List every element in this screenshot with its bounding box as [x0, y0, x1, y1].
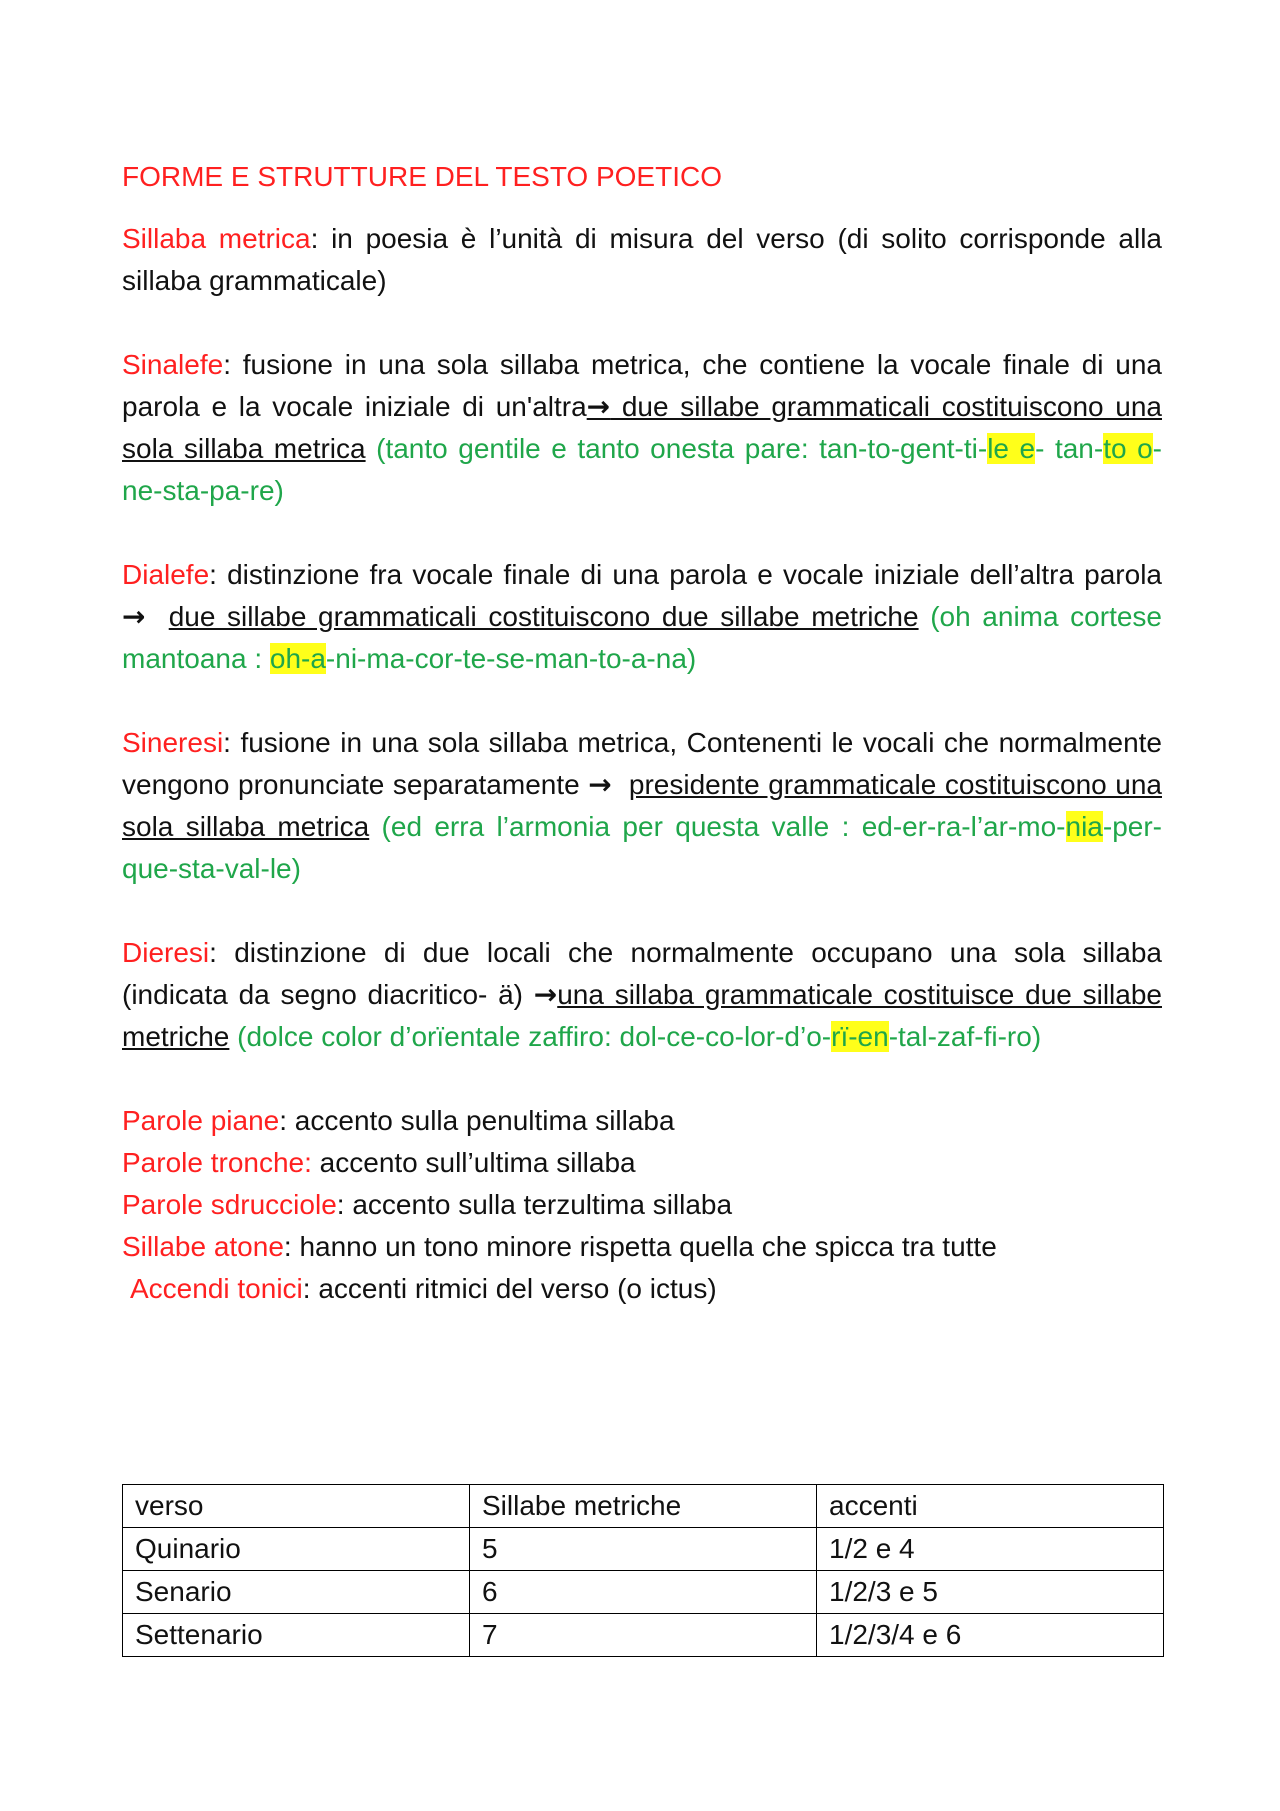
sineresi-rule: presidente grammaticale costituiscono una sola sillaba metrica: [122, 769, 1162, 842]
gap: [145, 601, 168, 632]
term-dieresi: Dieresi: [122, 937, 210, 968]
definition-text: : hanno un tono minore rispetta quella che spicca tra tutte: [283, 1231, 997, 1262]
table-header-cell: Sillabe metriche: [470, 1485, 817, 1528]
table-cell: 1/2 e 4: [817, 1528, 1164, 1571]
table-row: [123, 1614, 1164, 1657]
sillaba-sep: :: [310, 223, 319, 254]
definition-text: : accento sulla penultima sillaba: [279, 1105, 675, 1136]
definition-term: Sillabe atone: [122, 1231, 284, 1262]
definition-line: [122, 1100, 1162, 1142]
table-row: [123, 1571, 1164, 1614]
table-cell: Settenario: [123, 1614, 470, 1657]
sinalefe-example-intro: (tanto gentile e tanto onesta pare: tan-to-gent-ti-: [365, 433, 988, 464]
table-cell: Quinario: [123, 1528, 470, 1571]
dieresi-example: [229, 1021, 1041, 1052]
document-body: [122, 156, 1162, 1310]
dialefe-definition: : distinzione fra vocale finale di una parola e vocale iniziale dell’altra parola: [209, 559, 1162, 590]
sinalefe-definition: : fusione in una sola sillaba metrica, che contiene la vocale finale di una parola e la vocale iniziale di un'altra: [122, 349, 1162, 422]
table-cell: 1/2/3/4 e 6: [817, 1614, 1164, 1657]
definition-term: Parole piane: [122, 1105, 280, 1136]
verse-table: [122, 1484, 1164, 1657]
term-sineresi: Sineresi: [122, 727, 224, 758]
definition-text: accento sull’ultima sillaba: [311, 1147, 636, 1178]
paragraph-dieresi: [122, 932, 1162, 1058]
definition-line: [122, 1142, 1162, 1184]
paragraph-sillaba-metrica: [122, 218, 1162, 302]
arrow-right-icon: →: [586, 390, 611, 423]
definition-text: : accento sulla terzultima sillaba: [336, 1189, 733, 1220]
table-cell: 7: [470, 1614, 817, 1657]
sinalefe-example-end: -ne-sta-pa-re): [122, 433, 1162, 506]
arrow-right-icon: →: [588, 768, 612, 801]
definition-line: [122, 1184, 1162, 1226]
dieresi-rule: una sillaba grammaticale costituisce due sillabe metriche: [122, 979, 1162, 1052]
paragraph-sineresi: [122, 722, 1162, 890]
term-sinalefe: Sinalefe: [122, 349, 224, 380]
dieresi-example-intro: (dolce color d’orïentale zaffiro: dol-ce-co-lor-d’o-: [229, 1021, 832, 1052]
paragraph-dialefe: [122, 554, 1162, 680]
definition-line: [122, 1226, 1162, 1268]
arrow-right-icon: →: [533, 978, 558, 1011]
verse-table-container: [122, 1484, 1164, 1657]
highlight: le e: [987, 433, 1036, 464]
term-dialefe: Dialefe: [122, 559, 210, 590]
highlight: to o: [1103, 433, 1153, 464]
gap: [612, 769, 629, 800]
table-cell: 6: [470, 1571, 817, 1614]
definition-text: : accenti ritmici del verso (o ictus): [302, 1273, 717, 1304]
table-row: [123, 1528, 1164, 1571]
dialefe-example-intro: (oh anima cortese mantoana :: [122, 601, 1162, 674]
sineresi-example-intro: (ed erra l’armonia per questa valle : ed-er-ra-l’ar-mo-: [369, 811, 1066, 842]
term-sillaba-metrica: Sillaba metrica: [122, 223, 311, 254]
dialefe-rule: due sillabe grammaticali costituiscono due sillabe metriche: [168, 601, 919, 632]
highlight: oh-a: [269, 643, 326, 674]
table-cell: 1/2/3 e 5: [817, 1571, 1164, 1614]
definitions-list: [122, 1100, 1162, 1310]
arrow-right-icon: →: [122, 600, 146, 633]
sineresi-example-end: -per-que-sta-val-le): [122, 811, 1162, 884]
dialefe-example-end: -ni-ma-cor-te-se-man-to-a-na): [325, 643, 697, 674]
table-cell: 5: [470, 1528, 817, 1571]
table-cell: Senario: [123, 1571, 470, 1614]
highlight: rï-en: [831, 1021, 889, 1052]
table-header-cell: verso: [123, 1485, 470, 1528]
definition-term: Parole tronche:: [122, 1147, 312, 1178]
sineresi-definition: : fusione in una sola sillaba metrica, Contenenti le vocali che normalmente vengono pronunciate separatamente: [122, 727, 1162, 800]
dieresi-definition: : distinzione di due locali che normalmente occupano una sola sillaba (indicata da segno diacritico- ä): [122, 937, 1162, 1010]
table-header-row: [123, 1485, 1164, 1528]
sillaba-definition: in poesia è l’unità di misura del verso (di solito corrisponde alla sillaba grammaticale): [122, 223, 1162, 296]
sinalefe-example-mid: - tan-: [1035, 433, 1104, 464]
paragraph-sinalefe: [122, 344, 1162, 512]
table-header-cell: accenti: [817, 1485, 1164, 1528]
dieresi-example-end: -tal-zaf-fi-ro): [888, 1021, 1042, 1052]
definition-line: [122, 1268, 1162, 1310]
page-title: FORME E STRUTTURE DEL TESTO POETICO: [122, 161, 722, 192]
definition-term: Accendi tonici: [130, 1273, 303, 1304]
sinalefe-rule: due sillabe grammaticali costituiscono una sola sillaba metrica: [122, 391, 1162, 464]
highlight: nia: [1065, 811, 1103, 842]
definition-term: Parole sdrucciole: [122, 1189, 337, 1220]
